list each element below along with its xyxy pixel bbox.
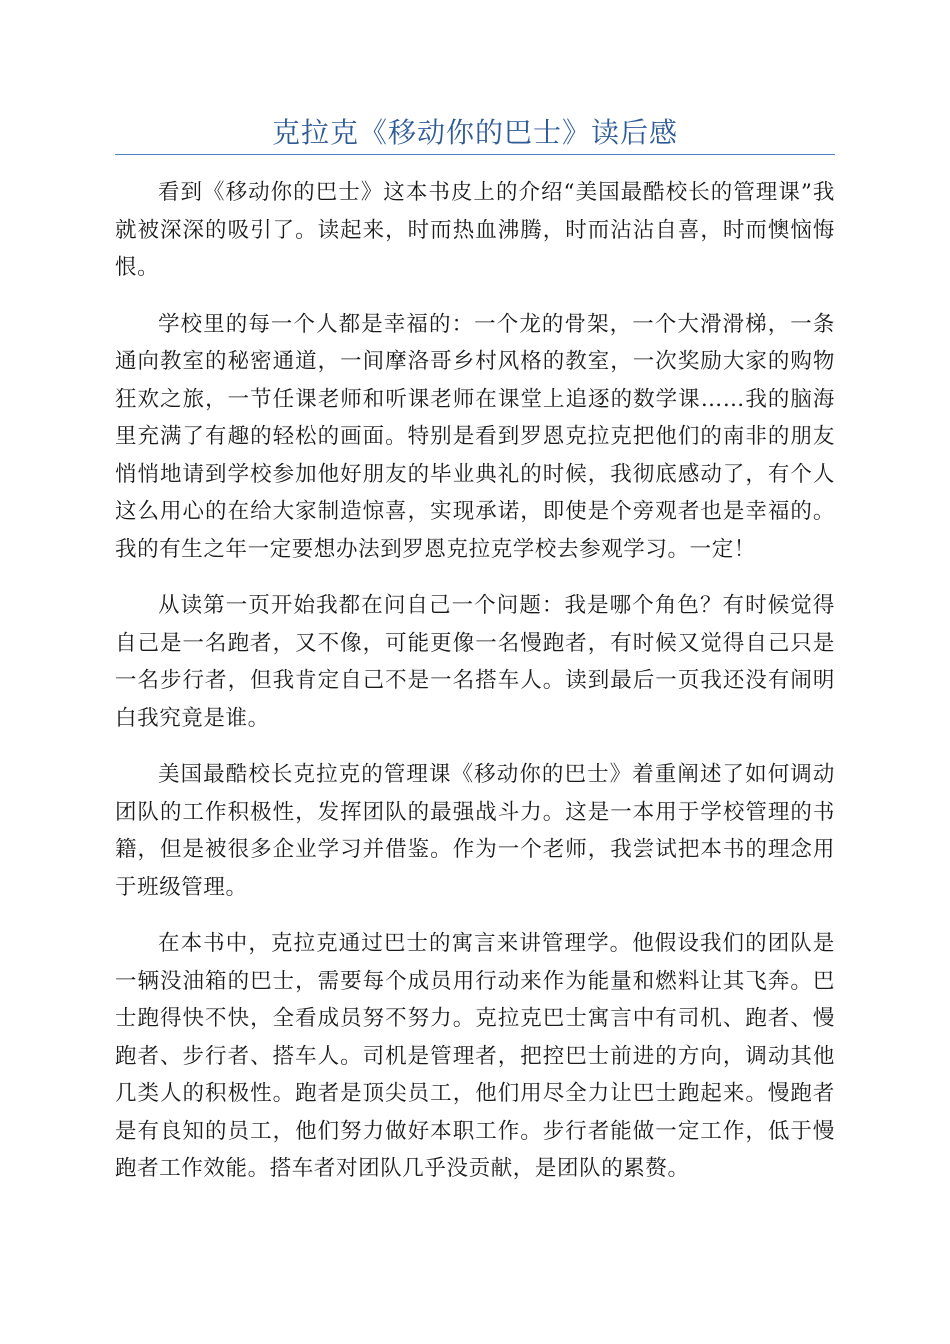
paragraph-3: 从读第一页开始我都在问自己一个问题：我是哪个角色？有时候觉得自己是一名跑者，又不像，可能更像一名慢跑者，有时候又觉得自己只是一名步行者，但我肯定自己不是一名搭车人。读到最后一页我还没有闹明白我究竟是谁。 <box>115 593 835 731</box>
document-body <box>115 174 835 1207</box>
paragraph-4: 美国最酷校长克拉克的管理课《移动你的巴士》着重阐述了如何调动团队的工作积极性，发挥团队的最强战斗力。这是一本用于学校管理的书籍，但是被很多企业学习并借鉴。作为一个老师，我尝试把本书的理念用于班级管理。 <box>115 762 835 900</box>
title-underline <box>115 154 835 155</box>
document-title: 克拉克《移动你的巴士》读后感 <box>271 116 678 149</box>
paragraph-1: 看到《移动你的巴士》这本书皮上的介绍“美国最酷校长的管理课”我就被深深的吸引了。读起来，时而热血沸腾，时而沾沾自喜，时而懊恼悔恨。 <box>115 180 835 280</box>
paragraph-5: 在本书中，克拉克通过巴士的寓言来讲管理学。他假设我们的团队是一辆没油箱的巴士，需要每个成员用行动来作为能量和燃料让其飞奔。巴士跑得快不快，全看成员努不努力。克拉克巴士寓言中有司机、跑者、慢跑者、步行者、搭车人。司机是管理者，把控巴士前进的方向，调动其他几类人的积极性。跑者是顶尖员工，他们用尽全力让巴士跑起来。慢跑者是有良知的员工，他们努力做好本职工作。步行者能做一定工作，低于慢跑者工作效能。搭车者对团队几乎没贡献，是团队的累赘。 <box>115 931 835 1181</box>
paragraph-2: 学校里的每一个人都是幸福的：一个龙的骨架，一个大滑滑梯，一条通向教室的秘密通道，一间摩洛哥乡村风格的教室，一次奖励大家的购物狂欢之旅，一节任课老师和听课老师在课堂上追逐的数学课……我的脑海里充满了有趣的轻松的画面。特别是看到罗恩克拉克把他们的南非的朋友悄悄地请到学校参加他好朋友的毕业典礼的时候，我彻底感动了，有个人这么用心的在给大家制造惊喜，实现承诺，即使是个旁观者也是幸福的。我的有生之年一定要想办法到罗恩克拉克学校去参观学习。一定！ <box>115 311 835 562</box>
